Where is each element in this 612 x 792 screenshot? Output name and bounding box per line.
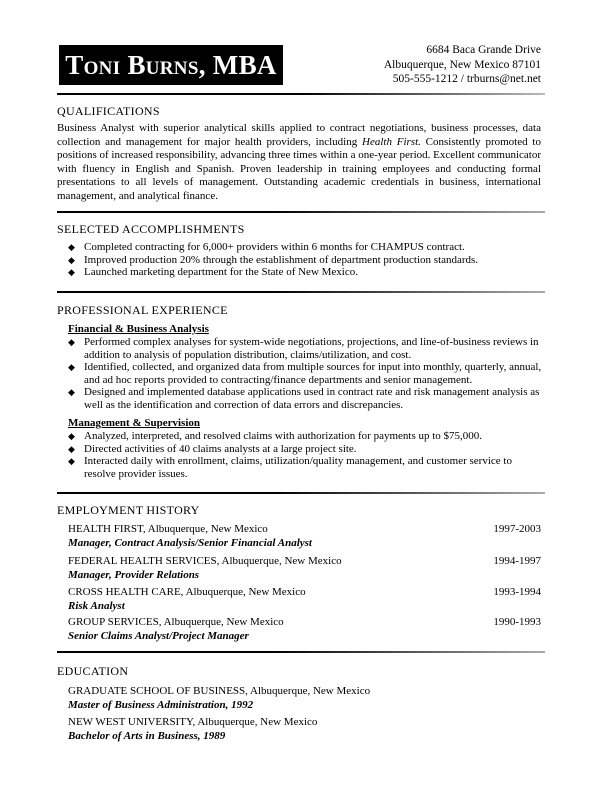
list-item <box>64 254 544 267</box>
diamond-bullet-icon: ◆ <box>68 267 75 278</box>
school-name: GRADUATE SCHOOL OF BUSINESS, Albuquerque, New Mexico <box>68 685 371 697</box>
job-entry <box>68 586 541 613</box>
name-banner <box>59 45 283 85</box>
list-item-text: Launched marketing department for the State of New Mexico. <box>84 266 358 279</box>
job-years: 1990-1993 <box>493 616 541 628</box>
school-name: NEW WEST UNIVERSITY, Albuquerque, New Mexico <box>68 716 318 728</box>
diamond-bullet-icon: ◆ <box>68 242 75 252</box>
list-item-text: Identified, collected, and organized data from multiple sources for input into monthly, quarterly, annual, and ad hoc reports provided to contracting/finance departments and senior management. <box>84 361 542 386</box>
job-years: 1997-2003 <box>493 523 541 535</box>
job-employer: GROUP SERVICES, Albuquerque, New Mexico <box>68 616 284 628</box>
section-divider <box>57 492 545 494</box>
job-title: Senior Claims Analyst/Project Manager <box>68 629 249 642</box>
job-title: Manager, Provider Relations <box>68 568 200 581</box>
job-entry <box>68 555 541 582</box>
list-item <box>64 241 544 254</box>
job-title: Manager, Contract Analysis/Senior Financial Analyst <box>68 536 312 549</box>
list-item <box>64 430 544 443</box>
list-item <box>64 443 544 456</box>
qualifications-heading: QUALIFICATIONS <box>57 104 160 118</box>
list-item <box>64 336 544 361</box>
list-item-text: Directed activities of 40 claims analysts at a large project site. <box>84 442 357 455</box>
job-employer: HEALTH FIRST, Albuquerque, New Mexico <box>68 523 268 535</box>
qualifications-text-a: Business Analyst with superior analytical skills applied to contract negotiations, business processes, data collection and management for major health providers, including <box>57 122 541 148</box>
experience-subheading-management: Management & Supervision <box>68 417 200 429</box>
job-employer: FEDERAL HEALTH SERVICES, Albuquerque, New Mexico <box>68 555 342 567</box>
job-employer: CROSS HEALTH CARE, Albuquerque, New Mexico <box>68 586 306 598</box>
list-item-text: Analyzed, interpreted, and resolved claims with authorization for payments up to $75,000. <box>84 430 483 442</box>
experience-subheading-financial: Financial & Business Analysis <box>68 323 209 335</box>
qualifications-text-b: Consistently promoted to positions of increased responsibility, advancing three times within a one-year period. Excellent communicator with fluency in English and Spanish. Proven leadership in training employees and conducting formal presentations to all levels of management. Outstanding academic credentials in business, international management, and analytical finance. <box>57 135 541 202</box>
list-item-text: Improved production 20% through the establishment of department production standards. <box>84 253 479 266</box>
diamond-bullet-icon: ◆ <box>68 456 75 467</box>
qualifications-paragraph <box>57 122 541 204</box>
diamond-bullet-icon: ◆ <box>68 254 75 265</box>
financial-list <box>64 336 544 412</box>
job-years: 1994-1997 <box>493 555 541 567</box>
section-divider <box>57 211 545 213</box>
diamond-bullet-icon: ◆ <box>68 387 75 398</box>
job-entry <box>68 616 541 643</box>
diamond-bullet-icon: ◆ <box>68 431 75 441</box>
education-heading: EDUCATION <box>57 664 129 678</box>
diamond-bullet-icon: ◆ <box>68 337 75 347</box>
candidate-name: Toni Burns, MBA <box>65 49 277 80</box>
list-item <box>64 386 544 411</box>
contact-block <box>384 43 541 87</box>
job-years: 1993-1994 <box>493 586 541 598</box>
accomplishments-list <box>64 241 544 279</box>
education-entry <box>68 716 541 743</box>
section-divider <box>57 291 545 293</box>
header-rule <box>57 93 545 95</box>
section-divider <box>57 651 545 653</box>
phone-email: 505-555-1212 / trburns@net.net <box>392 73 541 85</box>
job-title: Risk Analyst <box>68 599 125 612</box>
accomplishments-heading: SELECTED ACCOMPLISHMENTS <box>57 222 245 236</box>
list-item <box>64 361 544 386</box>
experience-heading: PROFESSIONAL EXPERIENCE <box>57 303 228 317</box>
employment-heading: EMPLOYMENT HISTORY <box>57 503 200 517</box>
education-entry <box>68 685 541 712</box>
diamond-bullet-icon: ◆ <box>68 362 75 373</box>
qualifications-text-em: Health First. <box>362 135 421 148</box>
management-list <box>64 430 544 480</box>
degree: Master of Business Administration, 1992 <box>68 698 254 711</box>
list-item <box>64 455 544 480</box>
address-line-2: Albuquerque, New Mexico 87101 <box>383 58 541 71</box>
list-item-text: Interacted daily with enrollment, claims, utilization/quality management, and customer service to resolve provider issues. <box>84 455 512 480</box>
address-line-1: 6684 Baca Grande Drive <box>426 44 541 56</box>
degree: Bachelor of Arts in Business, 1989 <box>68 729 226 742</box>
job-entry <box>68 523 541 550</box>
list-item <box>64 266 544 279</box>
list-item-text: Completed contracting for 6,000+ providers within 6 months for CHAMPUS contract. <box>84 241 465 253</box>
list-item-text: Designed and implemented database applications used in contract rate and risk management analysis as well as the identification and correction of data errors and discrepancies. <box>84 386 540 411</box>
list-item-text: Performed complex analyses for system-wide negotiations, projections, and line-of-business reviews in addition to analysis of population distribution, claims/utilization, and cost. <box>84 336 539 361</box>
diamond-bullet-icon: ◆ <box>68 443 75 454</box>
